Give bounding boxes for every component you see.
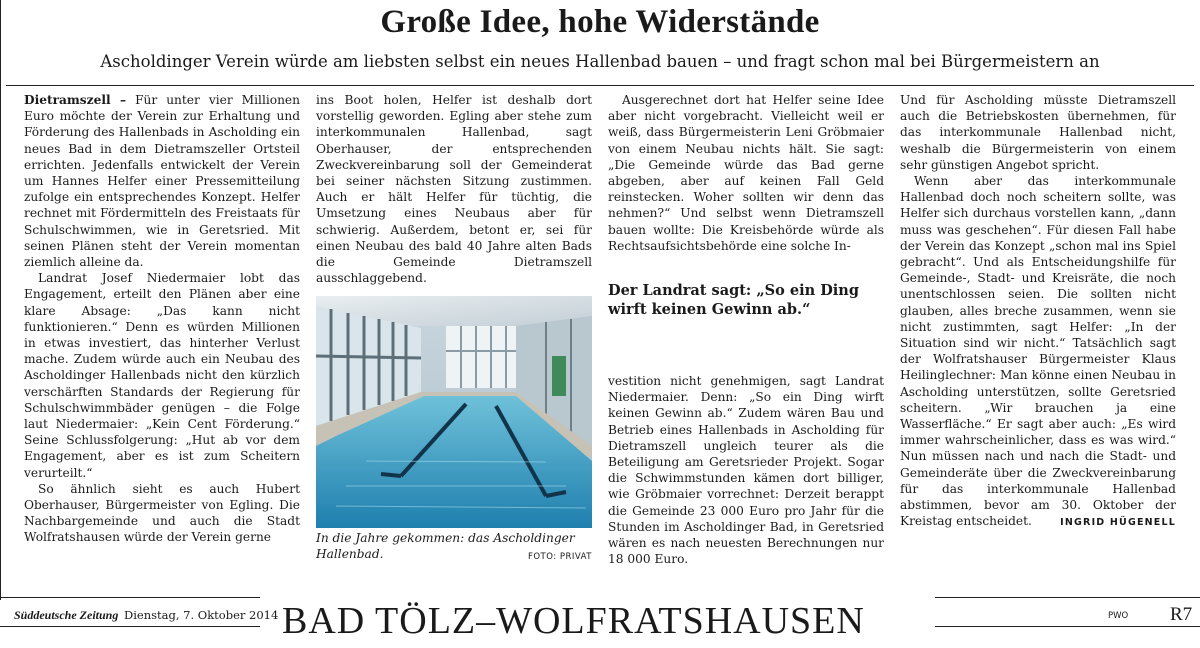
pull-quote: Der Landrat sagt: „So ein Ding wirft keinen Gewinn ab.“	[608, 282, 859, 318]
author-byline: INGRID HÜGENELL	[1060, 517, 1176, 529]
dateline: Dietramszell –	[24, 93, 127, 107]
article-column-3	[608, 92, 884, 254]
article-column-1	[24, 92, 300, 546]
paragraph: Landrat Josef Niedermaier lobt das Engagement, erteilt den Plänen aber eine klare Absage: „Das kann nicht funktionieren.“ Denn es würden Millionen in etwas investiert, das hinterher Verlust mache. Zudem würde auch ein Neubau des Ascholdinger Hallenbads nicht den kürzlich verschärften Standards der Regierung für Schulschwimmbäder genügen – die Folge laut Niedermaier: „Kein Cent Förderung.“ Seine Schlussfolgerung: „Hut ab vor dem Engagement, aber es ist zum Scheitern verurteilt.“	[24, 271, 300, 480]
article-column-2	[316, 92, 592, 286]
footer-rule-right	[935, 597, 1200, 598]
paragraph-text: Wenn aber das interkommunale Hallenbad doch noch scheitern sollte, was Helfer sich durchaus vorstellen kann, „dann muss was geschehen“. Für diesen Fall habe der Verein das Konzept „schon mal ins Spiel gebracht“. Und als Entscheidungshilfe für Gemeinde-, Stadt- und Kreisräte, die noch unentschlossen seien. Die sollten nicht glauben, alles breche zusammen, wenn sie nicht zustimmten, sagt Helfer: „In der Situation sind wir nicht.“ Tatsächlich sagt der Wolfratshauser Bürgermeister Klaus Heilinglechner: Man könne einen Neubau in Ascholding unterstützen, sollte Geretsried scheitern. „Wir brauchen ja eine Wasserfläche.“ Er sagt aber auch: „Es wird immer wahrscheinlicher, dass es was wird.“ Nun müssen nach und nach die Stadt- und Gemeinderäte über die Zweckvereinbarung für das interkommunale Hallenbad abstimmen, bevor am 30. Oktober der Kreistag entscheidet.	[900, 174, 1176, 529]
paragraph: Ausgerechnet dort hat Helfer seine Idee aber nicht vorgebracht. Vielleicht weil er weiß, dass Bürgermeisterin Leni Gröbmaier von einem Neubau nichts hält. Sie sagt: „Die Gemeinde würde das Bad gerne abgeben, aber auf keinen Fall Geld reinstecken. Woher sollten wir denn das nehmen?“ Und selbst wenn Dietramszell bauen wollte: Die Kreisbehörde würde als Rechtsaufsichtsbehörde eine solche In-	[608, 93, 884, 253]
page-number: R7	[1170, 604, 1193, 625]
paragraph	[900, 173, 1176, 529]
indoor-swimming-pool-photo	[316, 296, 592, 528]
footer-rule-left-bottom	[0, 626, 260, 627]
paragraph	[24, 92, 300, 270]
header-rule	[6, 85, 1194, 86]
article-column-3-continued	[608, 373, 884, 567]
issue-date: Dienstag, 7. Oktober 2014	[124, 608, 279, 622]
paragraph: ins Boot holen, Helfer ist deshalb dort vorstellig geworden. Egling aber stehe zum interkommunalen Hallenbad, sagt Oberhauser, der entsprechenden Zweckvereinbarung soll der Gemeinderat bei seiner nächsten Sitzung zustimmen. Auch er hält Helfer für tüchtig, die Umsetzung eines Neubaus aber für schwierig. Außerdem, betont er, sei für einen Neubau des bald 40 Jahre alten Bads die Gemeinde Dietramszell ausschlaggebend.	[316, 93, 592, 286]
subheadline: Ascholdinger Verein würde am liebsten selbst ein neues Hallenbad bauen – und fragt schon mal bei Bürgermeistern an	[100, 52, 1100, 71]
footer-rule-left	[0, 597, 260, 598]
footer-rule-right-bottom	[935, 626, 1200, 627]
headline: Große Idee, hohe Widerstände	[380, 4, 820, 40]
caption-text: In die Jahre gekommen: das Ascholdinger Hallenbad.	[316, 531, 575, 561]
section-title: BAD TÖLZ–WOLFRATSHAUSEN	[282, 600, 865, 642]
paragraph: So ähnlich sieht es auch Hubert Oberhauser, Bürgermeister von Egling. Die Nachbargemeinde und auch die Stadt Wolfratshausen würde der Verein gerne	[24, 481, 300, 545]
paragraph: vestition nicht genehmigen, sagt Landrat Niedermaier. Denn: „So ein Ding wirft keinen Gewinn ab.“ Zudem wären Bau und Betrieb eines Hallenbads in Ascholding für Dietramszell ungleich teurer als die Beteiligung am Geretsrieder Projekt. Sogar die Schwimmstunden kämen dort billiger, wie Gröbmaier vorrechnet: Derzeit berappt die Gemeinde 23 000 Euro pro Jahr für die Stunden im Ascholdinger Bad, in Geretsried wären es nach neuesten Berechnungen nur 18 000 Euro.	[608, 374, 884, 567]
paragraph-text: Für unter vier Millionen Euro möchte der Verein zur Erhaltung und Förderung des Hallenbads in Ascholding ein neues Bad in dem Dietramszeller Ortsteil errichten. Jedenfalls entwickelt der Verein um Hannes Helfer einer Pressemitteilung zufolge ein entsprechendes Konzept. Helfer rechnet mit Fördermitteln des Freistaats für Schulschwimmen, wie in Geretsried. Mit seinen Plänen steht der Verein momentan ziemlich alleine da.	[24, 93, 300, 270]
article-column-4	[900, 92, 1176, 531]
region-code: PWO	[1108, 611, 1129, 621]
newspaper-logo: Süddeutsche Zeitung	[14, 608, 119, 622]
photo-credit: FOTO: PRIVAT	[527, 552, 592, 562]
page-edge-line	[0, 0, 1, 600]
photo-caption	[316, 530, 592, 565]
paragraph: Und für Ascholding müsste Dietramszell auch die Betriebskosten übernehmen, für das interkommunale Hallenbad nicht, weshalb die Bürgermeisterin von einem sehr günstigen Angebot spricht.	[900, 93, 1176, 172]
